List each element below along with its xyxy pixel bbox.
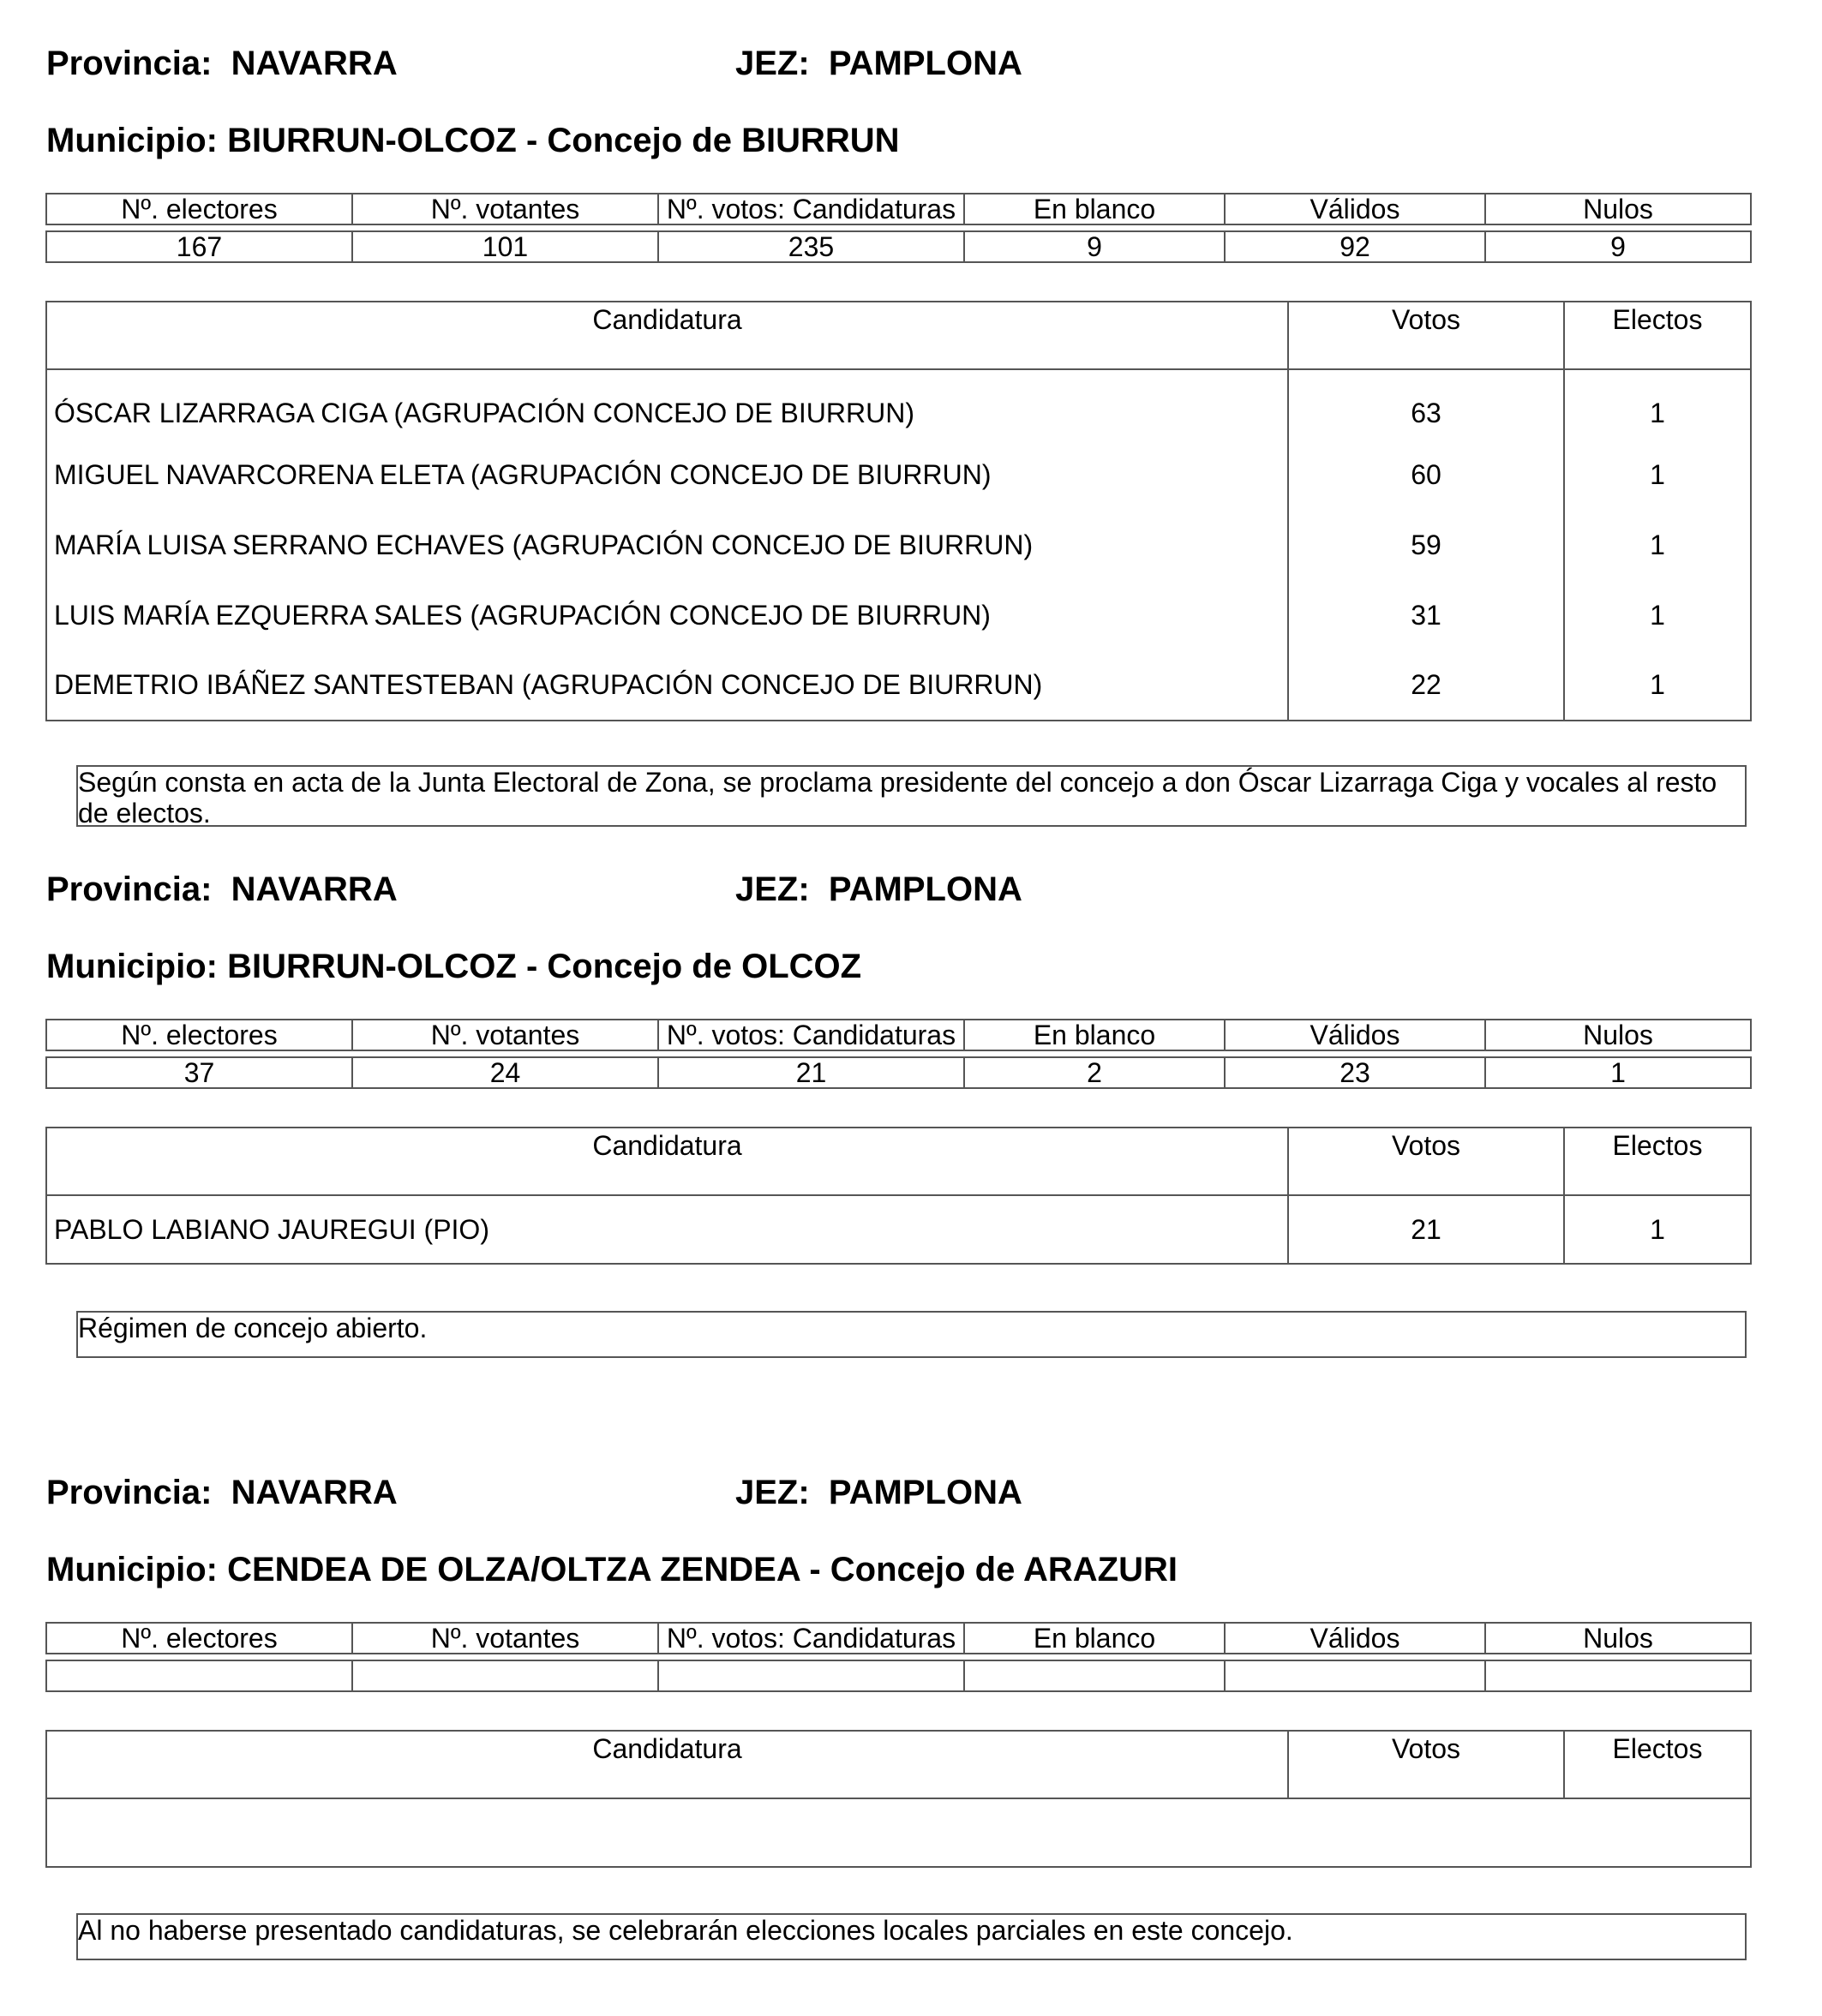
candidate-name: MARÍA LUISA SERRANO ECHAVES (AGRUPACIÓN CONCEJO DE BIURRUN) — [46, 510, 1288, 580]
candidate-row — [46, 510, 1751, 580]
candidates-empty-cell — [46, 1798, 1751, 1867]
municipio-line — [46, 1549, 1178, 1590]
stats-header-validos: Válidos — [1225, 1623, 1485, 1654]
stats-header-nulos: Nulos — [1485, 1020, 1751, 1050]
stats-header-electores: Nº. electores — [46, 1020, 352, 1050]
candidate-votos: 22 — [1288, 650, 1564, 721]
municipio-label: Municipio: — [46, 1551, 218, 1588]
header-candidatura: Candidatura — [46, 302, 1288, 369]
stats-votos-candidaturas — [658, 1660, 964, 1691]
stats-header-en-blanco: En blanco — [964, 1623, 1225, 1654]
candidates-header-row — [46, 1128, 1751, 1195]
jez-line — [735, 869, 1022, 910]
stats-table — [45, 193, 1752, 263]
stats-header-en-blanco: En blanco — [964, 1020, 1225, 1050]
stats-votantes — [352, 1660, 658, 1691]
stats-header-votos-candidaturas: Nº. votos: Candidaturas — [658, 1020, 964, 1050]
candidate-row — [46, 1195, 1751, 1264]
candidate-electos: 1 — [1564, 369, 1751, 440]
stats-header-electores: Nº. electores — [46, 194, 352, 224]
stats-validos — [1225, 1660, 1485, 1691]
stats-validos: 92 — [1225, 231, 1485, 262]
candidate-electos: 1 — [1564, 1195, 1751, 1264]
candidate-electos: 1 — [1564, 580, 1751, 650]
candidate-row — [46, 580, 1751, 650]
stats-en-blanco: 9 — [964, 231, 1225, 262]
municipio-label: Municipio: — [46, 122, 218, 159]
candidates-table — [45, 1730, 1752, 1868]
note-box: Al no haberse presentado candidaturas, se celebrarán elecciones locales parciales en este concejo. — [76, 1913, 1747, 1960]
jez-label: JEZ: — [735, 870, 810, 908]
header-electos: Electos — [1564, 1731, 1751, 1798]
header-electos: Electos — [1564, 1128, 1751, 1195]
header-votos: Votos — [1288, 1731, 1564, 1798]
municipio-label: Municipio: — [46, 948, 218, 985]
jez-label: JEZ: — [735, 1474, 810, 1511]
stats-nulos: 9 — [1485, 231, 1751, 262]
stats-validos: 23 — [1225, 1057, 1485, 1088]
municipio-line — [46, 120, 900, 161]
stats-electores: 37 — [46, 1057, 352, 1088]
candidates-header-row — [46, 1731, 1751, 1798]
jez-line — [735, 1472, 1022, 1513]
stats-header-row — [46, 194, 1751, 224]
stats-en-blanco — [964, 1660, 1225, 1691]
stats-value-row — [46, 1057, 1751, 1088]
provincia-line — [46, 869, 398, 910]
candidate-row — [46, 369, 1751, 440]
jez-value: PAMPLONA — [828, 870, 1022, 908]
candidates-table — [45, 1127, 1752, 1265]
candidate-name: PABLO LABIANO JAUREGUI (PIO) — [46, 1195, 1288, 1264]
provincia-line — [46, 43, 398, 84]
jez-value: PAMPLONA — [828, 1474, 1022, 1511]
stats-header-row — [46, 1623, 1751, 1654]
header-electos: Electos — [1564, 302, 1751, 369]
provincia-value: NAVARRA — [231, 1474, 398, 1511]
candidate-electos: 1 — [1564, 650, 1751, 721]
candidate-votos: 31 — [1288, 580, 1564, 650]
stats-table — [45, 1622, 1752, 1692]
stats-header-electores: Nº. electores — [46, 1623, 352, 1654]
municipio-line — [46, 946, 861, 987]
candidate-name: LUIS MARÍA EZQUERRA SALES (AGRUPACIÓN CONCEJO DE BIURRUN) — [46, 580, 1288, 650]
candidate-votos: 60 — [1288, 440, 1564, 510]
stats-header-validos: Válidos — [1225, 1020, 1485, 1050]
jez-value: PAMPLONA — [828, 45, 1022, 82]
candidates-empty-row — [46, 1798, 1751, 1867]
stats-value-row — [46, 231, 1751, 262]
stats-header-validos: Válidos — [1225, 194, 1485, 224]
candidate-row — [46, 440, 1751, 510]
stats-value-row — [46, 1660, 1751, 1691]
stats-votos-candidaturas: 21 — [658, 1057, 964, 1088]
stats-electores — [46, 1660, 352, 1691]
municipio-value: BIURRUN-OLCOZ - Concejo de BIURRUN — [227, 122, 900, 159]
header-candidatura: Candidatura — [46, 1731, 1288, 1798]
stats-header-votantes: Nº. votantes — [352, 1020, 658, 1050]
candidate-electos: 1 — [1564, 440, 1751, 510]
stats-header-nulos: Nulos — [1485, 1623, 1751, 1654]
stats-nulos: 1 — [1485, 1057, 1751, 1088]
provincia-line — [46, 1472, 398, 1513]
note-box: Régimen de concejo abierto. — [76, 1311, 1747, 1358]
stats-votos-candidaturas: 235 — [658, 231, 964, 262]
candidates-header-row — [46, 302, 1751, 369]
jez-label: JEZ: — [735, 45, 810, 82]
municipio-value: CENDEA DE OLZA/OLTZA ZENDEA - Concejo de ARAZURI — [227, 1551, 1178, 1588]
candidate-electos: 1 — [1564, 510, 1751, 580]
provincia-label: Provincia: — [46, 870, 213, 908]
candidate-votos: 63 — [1288, 369, 1564, 440]
candidate-votos: 59 — [1288, 510, 1564, 580]
stats-header-nulos: Nulos — [1485, 194, 1751, 224]
stats-header-votantes: Nº. votantes — [352, 1623, 658, 1654]
provincia-label: Provincia: — [46, 45, 213, 82]
stats-votantes: 24 — [352, 1057, 658, 1088]
candidate-name: DEMETRIO IBÁÑEZ SANTESTEBAN (AGRUPACIÓN CONCEJO DE BIURRUN) — [46, 650, 1288, 721]
stats-electores: 167 — [46, 231, 352, 262]
candidate-votos: 21 — [1288, 1195, 1564, 1264]
stats-header-votantes: Nº. votantes — [352, 194, 658, 224]
provincia-value: NAVARRA — [231, 870, 398, 908]
note-box: Según consta en acta de la Junta Electoral de Zona, se proclama presidente del concejo a don Óscar Lizarraga Ciga y vocales al resto de electos. — [76, 765, 1747, 827]
candidates-table — [45, 301, 1752, 721]
jez-line — [735, 43, 1022, 84]
header-candidatura: Candidatura — [46, 1128, 1288, 1195]
municipio-value: BIURRUN-OLCOZ - Concejo de OLCOZ — [227, 948, 862, 985]
stats-en-blanco: 2 — [964, 1057, 1225, 1088]
stats-table — [45, 1019, 1752, 1089]
header-votos: Votos — [1288, 302, 1564, 369]
stats-header-votos-candidaturas: Nº. votos: Candidaturas — [658, 194, 964, 224]
candidate-name: MIGUEL NAVARCORENA ELETA (AGRUPACIÓN CONCEJO DE BIURRUN) — [46, 440, 1288, 510]
stats-header-votos-candidaturas: Nº. votos: Candidaturas — [658, 1623, 964, 1654]
header-votos: Votos — [1288, 1128, 1564, 1195]
candidate-name: ÓSCAR LIZARRAGA CIGA (AGRUPACIÓN CONCEJO DE BIURRUN) — [46, 369, 1288, 440]
stats-header-row — [46, 1020, 1751, 1050]
provincia-value: NAVARRA — [231, 45, 398, 82]
stats-header-en-blanco: En blanco — [964, 194, 1225, 224]
provincia-label: Provincia: — [46, 1474, 213, 1511]
candidate-row — [46, 650, 1751, 721]
stats-votantes: 101 — [352, 231, 658, 262]
stats-nulos — [1485, 1660, 1751, 1691]
